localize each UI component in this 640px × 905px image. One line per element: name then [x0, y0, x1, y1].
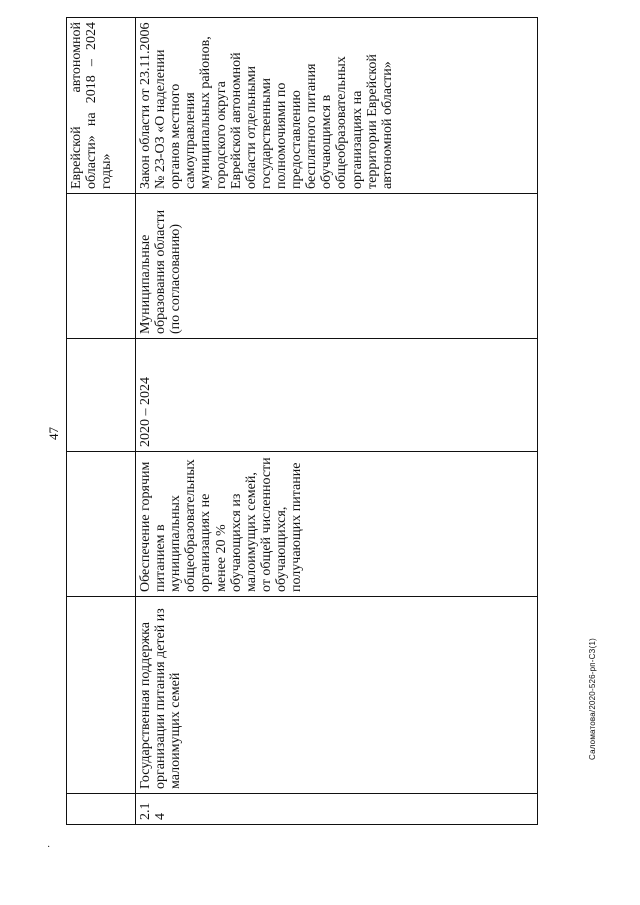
cell-name: Государственная поддержка организации питания детей из малоимущих семей — [136, 597, 538, 794]
table-row — [136, 18, 538, 825]
cell-num: 2.14 — [136, 794, 538, 825]
page-number: 47 — [46, 427, 61, 440]
cell-result: Обеспечение горячим питанием в муниципальных общеобразовательных организациях не менее 20 % обучающихся из малоимущих семей, от общей численности обучающихся, получающих питание — [136, 452, 538, 597]
cell-executor: Муниципальные образования области (по согласованию) — [136, 194, 538, 339]
measures-table — [66, 17, 538, 825]
scan-mark: · — [47, 842, 51, 853]
cell-name-empty — [67, 597, 136, 794]
cell-num-empty — [67, 794, 136, 825]
rotated-table — [66, 18, 538, 825]
cell-basis-continuation: Еврейской автономной области» на 2018 – 2024 годы» — [67, 18, 136, 194]
document-code: Саломатова/2020-526-рп-СЗ(1) — [588, 638, 597, 760]
cell-result-empty — [67, 452, 136, 597]
cell-executor-empty — [67, 194, 136, 339]
cell-basis: Закон области от 23.11.2006 № 23-ОЗ «О наделении органов местного самоуправления муниципальных районов, городского округа Еврейской автономной области отдельными государственными полномочиями по предоставлению бесплатного питания обучающимся в общеобразовательных организациях на территории Еврейской автономной области» — [136, 18, 538, 194]
table-row-continuation — [67, 18, 136, 825]
cell-period-empty — [67, 339, 136, 452]
cell-period: 2020 – 2024 — [136, 339, 538, 452]
